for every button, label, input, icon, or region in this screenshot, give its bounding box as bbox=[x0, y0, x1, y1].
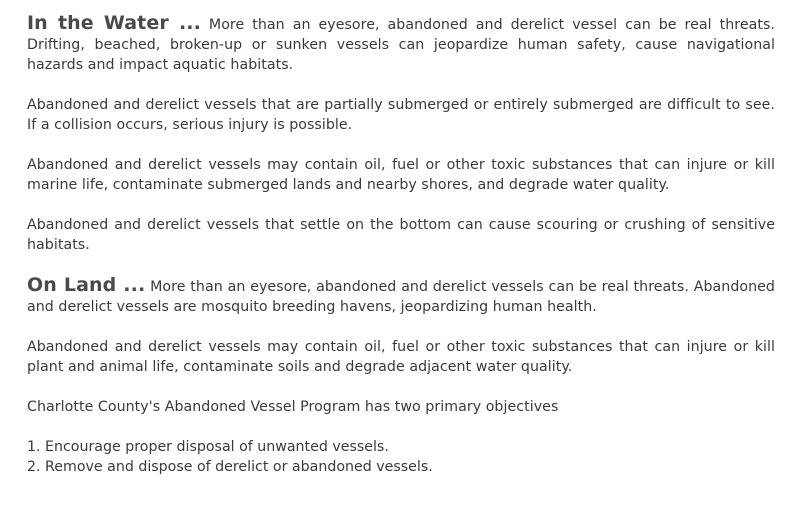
land-intro-text: More than an eyesore, abandoned and derelict vessels can be real threats. Abandoned and derelict vessels are mosquito breeding havens, jeopardizing human health. bbox=[27, 279, 775, 315]
land-intro-paragraph bbox=[27, 275, 775, 317]
program-statement: Charlotte County's Abandoned Vessel Program has two primary objectives bbox=[27, 399, 559, 415]
land-paragraph-toxic: Abandoned and derelict vessels may contain oil, fuel or other toxic substances that can injure or kill plant and animal life, contaminate soils and degrade adjacent water quality. bbox=[27, 339, 775, 375]
water-intro-paragraph bbox=[27, 13, 775, 75]
water-paragraph-collision: Abandoned and derelict vessels that are partially submerged or entirely submerged are difficult to see. If a collision occurs, serious injury is possible. bbox=[27, 97, 775, 133]
list-item: 2. Remove and dispose of derelict or abandoned vessels. bbox=[27, 459, 433, 475]
document-body bbox=[27, 13, 775, 477]
water-paragraph-habitats: Abandoned and derelict vessels that settle on the bottom can cause scouring or crushing of sensitive habitats. bbox=[27, 217, 775, 253]
water-paragraph-toxic: Abandoned and derelict vessels may contain oil, fuel or other toxic substances that can injure or kill marine life, contaminate submerged lands and nearby shores, and degrade water quality. bbox=[27, 157, 775, 193]
land-heading: On Land ... bbox=[27, 274, 146, 296]
water-intro-text: More than an eyesore, abandoned and derelict vessel can be real threats. Drifting, beached, broken-up or sunken vessels can jeopardize human safety, cause navigational hazards and impact aquatic habitats. bbox=[27, 17, 775, 73]
water-heading: In the Water ... bbox=[27, 12, 201, 34]
list-item: 1. Encourage proper disposal of unwanted vessels. bbox=[27, 439, 389, 455]
program-objectives-list bbox=[27, 437, 775, 477]
